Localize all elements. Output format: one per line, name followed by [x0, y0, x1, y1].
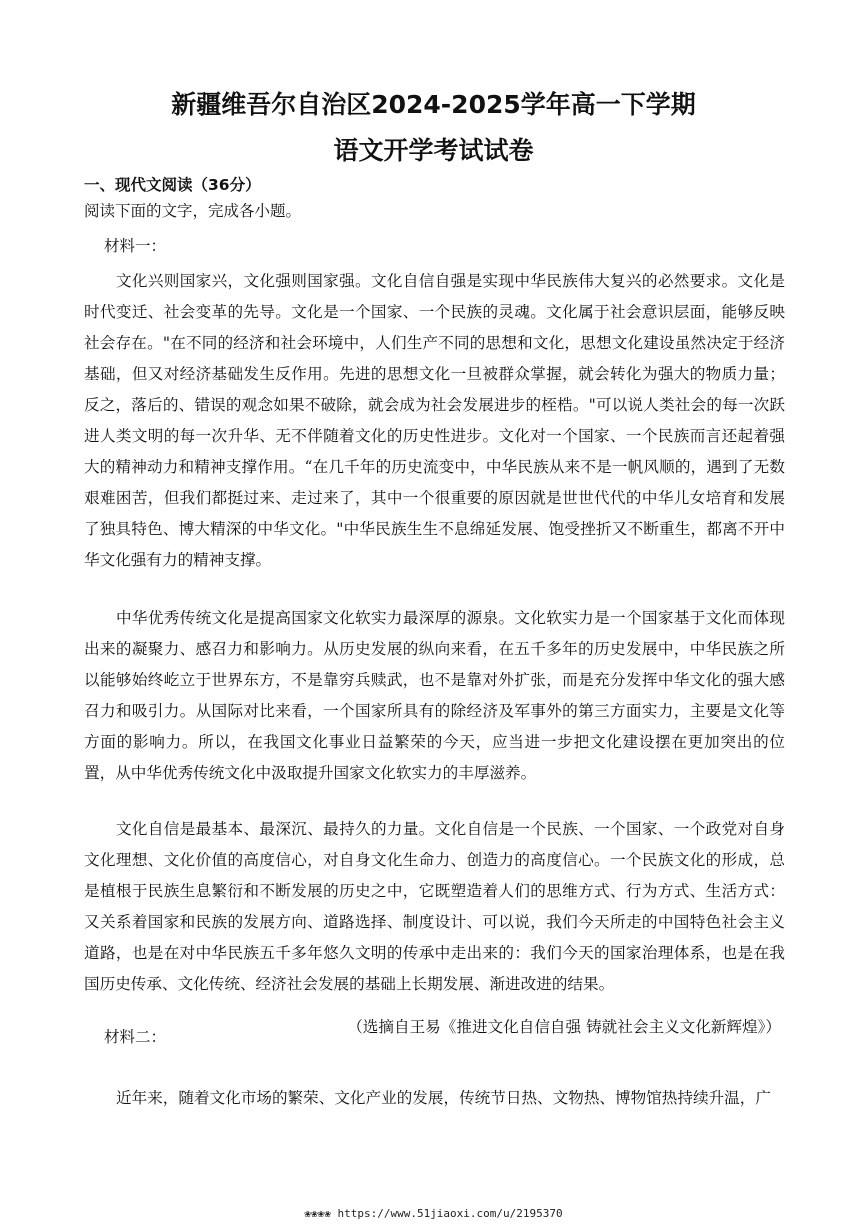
footer-watermark-url: ❀❀❀❀ https://www.51jiaoxi.com/u/2195370 [304, 1207, 563, 1220]
material2-label: 材料二： [104, 1028, 167, 1046]
section-heading: 一、现代文阅读（36分） [84, 176, 261, 194]
instruction-text: 阅读下面的文字，完成各小题。 [84, 202, 302, 220]
material1-label: 材料一： [104, 237, 167, 255]
paragraph-2: 中华优秀传统文化是提高国家文化软实力最深厚的源泉。文化软实力是一个国家基于文化而体现出来的凝聚力、感召力和影响力。从历史发展的纵向来看，在五千多年的历史发展中，中华民族之所以能够始终屹立于世界东方，不是靠穷兵赎武，也不是靠对外扩张，而是充分发挥中华文化的强大感召力和吸引力。从国际对比来看，一个国家所具有的除经济及军事外的第三方面实力，主要是文化等方面的影响力。所以，在我国文化事业日益繁荣的今天，应当进一步把文化建设摆在更加突出的位置，从中华优秀传统文化中汲取提升国家文化软实力的丰厚滋养。 [84, 609, 785, 782]
document-title-line1: 新疆维吾尔自治区2024-2025学年高一下学期 [171, 90, 696, 119]
source-citation: （选摘自王易《推进文化自信自强 铸就社会主义文化新辉煌》） [347, 1018, 781, 1036]
paragraph-1: 文化兴则国家兴，文化强则国家强。文化自信自强是实现中华民族伟大复兴的必然要求。文化是时代变迁、社会变革的先导。文化是一个国家、一个民族的灵魂。文化属于社会意识层面，能够反映社会存在。"在不同的经济和社会环境中，人们生产不同的思想和文化，思想文化建设虽然决定于经济基础，但又对经济基础发生反作用。先进的思想文化一旦被群众掌握，就会转化为强大的物质力量；反之，落后的、错误的观念如果不破除，就会成为社会发展进步的桎梏。"可以说人类社会的每一次跃进人类文明的每一次升华、无不伴随着文化的历史性进步。文化对一个国家、一个民族而言还起着强大的精神动力和精神支撑作用。“在几千年的历史流变中，中华民族从来不是一帆风顺的，遇到了无数艰难困苦，但我们都挺过来、走过来了，其中一个很重要的原因就是世世代代的中华儿女培育和发展了独具特色、博大精深的中华文化。"中华民族生生不息绵延发展、饱受挫折又不断重生，都离不开中华文化强有力的精神支撑。 [84, 272, 785, 569]
paragraph-3: 文化自信是最基本、最深沉、最持久的力量。文化自信是一个民族、一个国家、一个政党对自身文化理想、文化价值的高度信心，对自身文化生命力、创造力的高度信心。一个民族文化的形成，总是植根于民族生息繁衍和不断发展的历史之中，它既塑造着人们的思维方式、行为方式、生活方式：又关系着国家和民族的发展方向、道路选择、制度设计、可以说，我们今天所走的中国特色社会主义道路，也是在对中华民族五千多年悠久文明的传承中走出来的：我们今天的国家治理体系，也是在我国历史传承、文化传统、经济社会发展的基础上长期发展、渐进改进的结果。 [84, 820, 785, 993]
paragraph-4: 近年来，随着文化市场的繁荣、文化产业的发展，传统节日热、文物热、博物馆热持续升温，广 [116, 1089, 771, 1107]
document-title-line2: 语文开学考试试卷 [333, 136, 534, 165]
